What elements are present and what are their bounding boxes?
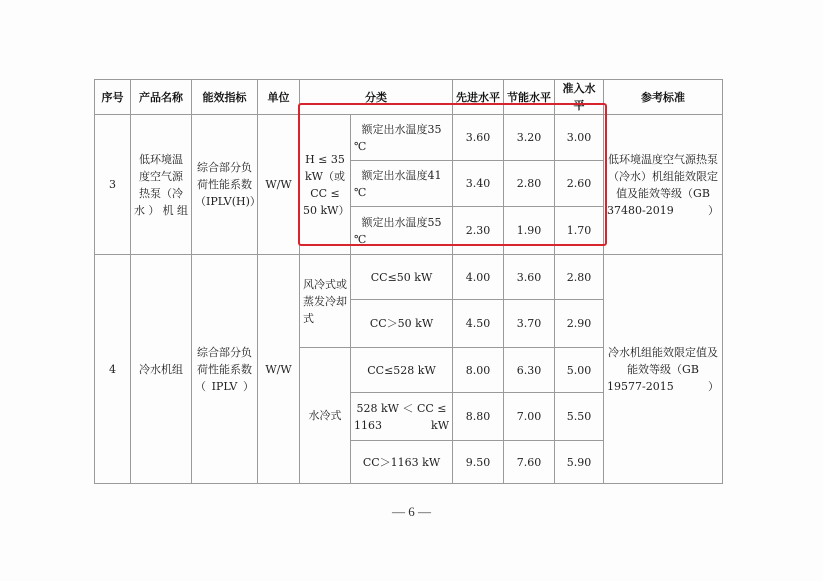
saving-value: 7.60 bbox=[504, 441, 555, 484]
seq-cell: 3 bbox=[95, 115, 131, 255]
unit-cell: W/W bbox=[258, 255, 300, 484]
header-saving: 节能水平 bbox=[504, 80, 555, 115]
advanced-value: 9.50 bbox=[453, 441, 504, 484]
category-group-cell: H ≤ 35 kW（或CC ≤ 50 kW） bbox=[300, 115, 351, 255]
category-group-cell: 风冷式或蒸发冷却式 bbox=[300, 255, 351, 348]
saving-value: 1.90 bbox=[504, 207, 555, 255]
header-advanced: 先进水平 bbox=[453, 80, 504, 115]
product-cell: 低环境温度空气源热泵（冷水）机组 bbox=[131, 115, 192, 255]
seq-cell: 4 bbox=[95, 255, 131, 484]
advanced-value: 2.30 bbox=[453, 207, 504, 255]
header-unit: 单位 bbox=[258, 80, 300, 115]
advanced-value: 8.80 bbox=[453, 393, 504, 441]
page-number: — 6 — bbox=[392, 504, 431, 519]
entry-value: 3.00 bbox=[555, 115, 604, 161]
header-seq: 序号 bbox=[95, 80, 131, 115]
advanced-value: 4.50 bbox=[453, 300, 504, 348]
entry-value: 5.90 bbox=[555, 441, 604, 484]
subcategory-cell: CC＞50 kW bbox=[351, 300, 453, 348]
efficiency-table bbox=[94, 79, 723, 484]
advanced-value: 4.00 bbox=[453, 255, 504, 300]
saving-value: 2.80 bbox=[504, 161, 555, 207]
entry-value: 1.70 bbox=[555, 207, 604, 255]
subcategory-cell: 额定出水温度41 ℃ bbox=[351, 161, 453, 207]
entry-value: 2.90 bbox=[555, 300, 604, 348]
saving-value: 7.00 bbox=[504, 393, 555, 441]
category-group-cell: 水冷式 bbox=[300, 348, 351, 484]
entry-value: 5.00 bbox=[555, 348, 604, 393]
header-entry: 准入水平 bbox=[555, 80, 604, 115]
indicator-cell: 综合部分负荷性能系数（IPLV(H)） bbox=[192, 115, 258, 255]
subcategory-cell: 额定出水温度35 ℃ bbox=[351, 115, 453, 161]
indicator-cell: 综合部分负荷性能系数（IPLV） bbox=[192, 255, 258, 484]
header-product: 产品名称 bbox=[131, 80, 192, 115]
saving-value: 3.60 bbox=[504, 255, 555, 300]
header-row bbox=[95, 80, 723, 115]
saving-value: 3.70 bbox=[504, 300, 555, 348]
subcategory-cell: CC≤50 kW bbox=[351, 255, 453, 300]
header-indicator: 能效指标 bbox=[192, 80, 258, 115]
saving-value: 3.20 bbox=[504, 115, 555, 161]
table-row bbox=[95, 115, 723, 161]
subcategory-cell: CC≤528 kW bbox=[351, 348, 453, 393]
entry-value: 5.50 bbox=[555, 393, 604, 441]
advanced-value: 8.00 bbox=[453, 348, 504, 393]
advanced-value: 3.40 bbox=[453, 161, 504, 207]
saving-value: 6.30 bbox=[504, 348, 555, 393]
header-category: 分类 bbox=[300, 80, 453, 115]
subcategory-cell: 528 kW ＜ CC ≤ 1163 kW bbox=[351, 393, 453, 441]
header-standard: 参考标准 bbox=[604, 80, 723, 115]
standard-cell: 冷水机组能效限定值及能效等级（GB 19577-2015） bbox=[604, 255, 723, 484]
product-cell: 冷水机组 bbox=[131, 255, 192, 484]
subcategory-cell: 额定出水温度55 ℃ bbox=[351, 207, 453, 255]
entry-value: 2.80 bbox=[555, 255, 604, 300]
subcategory-cell: CC＞1163 kW bbox=[351, 441, 453, 484]
unit-cell: W/W bbox=[258, 115, 300, 255]
advanced-value: 3.60 bbox=[453, 115, 504, 161]
table-row bbox=[95, 255, 723, 300]
standard-cell: 低环境温度空气源热泵（冷水）机组能效限定值及能效等级（GB 37480-2019 ） bbox=[604, 115, 723, 255]
entry-value: 2.60 bbox=[555, 161, 604, 207]
